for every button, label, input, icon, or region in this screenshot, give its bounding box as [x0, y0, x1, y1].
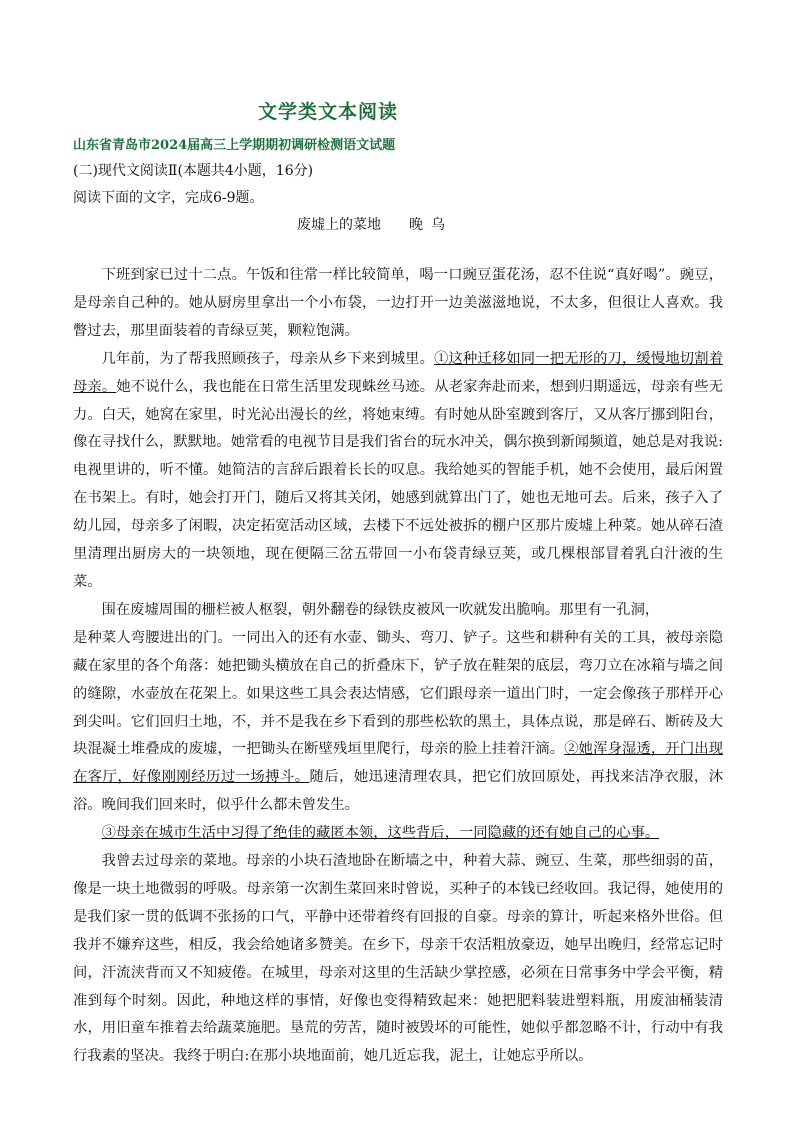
story-body [73, 262, 723, 1071]
paragraph-2-rest: 她不说什么，我也能在日常生活里发现蛛丝马迹。从老家奔赴而来，想到归期遥远，母亲有些无力。白天，她窝在家里，时光沁出漫长的丝，将她束缚。有时她从卧室踱到客厅，又从客厅挪到阳台，像在寻找什么，默默地。她常看的电视节目是我们省台的玩水冲关，偶尔换到新闻频道，她总是对我说:电视里讲的，听不懂。她简洁的言辞后跟着长长的叹息。我给她买的智能手机，她不会使用，最后闲置在书架上。有时，她会打开门，随后又将其关闭，她感到就算出门了，她也无地可去。后来，孩子入了幼儿园，母亲多了闲暇，决定拓宽活动区域，去楼下不远处被拆的棚户区那片废墟上种菜。她从碎石渣里清理出厨房大的一块领地，现在便隔三岔五带回一小布袋青绿豆荚，或几棵根部冒着乳白汁液的生菜。 [73, 378, 723, 590]
story-heading [297, 214, 453, 234]
paragraph-5: 我曾去过母亲的菜地。母亲的小块石渣地卧在断墙之中，种着大蒜、豌豆、生菜，那些细弱的苗，像是一块土地微弱的呼吸。母亲第一次割生菜回来时曾说，买种子的本钱已经收回。我记得，她使用的是我们家一贯的低调不张扬的口气，平静中还带着终有回报的自豪。母亲的算计，听起来格外世俗。但我并不嫌弃这些，相反，我会给她诸多赞美。在乡下，母亲干农活粗放豪迈，她早出晚归，经常忘记时间，汗流浃背而又不知疲倦。在城里，母亲对这里的生活缺少掌控感，必须在日常事务中学会平衡，精准到每个时刻。因此，种地这样的事情，好像也变得精致起来：她把肥料装进塑料瓶，用废油桶装清水，用旧童车推着去给蔬菜施肥。垦荒的劳苦，随时被毁坏的可能性，她似乎都忽略不计，行动中有我行我素的坚决。我终于明白:在那小块地面前，她几近忘我，泥土，让她忘乎所以。 [73, 853, 723, 1065]
paragraph-3 [73, 625, 723, 820]
section-info: (二)现代文阅读Ⅱ(本题共4小题，16分) [73, 163, 314, 179]
story-author: 晚乌 [409, 217, 453, 233]
paragraph-4 [73, 820, 723, 848]
paragraph-3-body: 是种菜人弯腰进出的门。一同出入的还有水壶、锄头、弯刀、铲子。这些和耕种有关的工具，被母亲隐藏在家里的各个角落：她把锄头横放在自己的折叠床下，铲子放在鞋架的底层，弯刀立在冰箱与墙之间的缝隙，水壶放在花架上。如果这些工具会表达情感，它们跟母亲一道出门时，一定会像孩子那样开心到尖叫。它们回归土地，不，并不是我在乡下看到的那些松软的黑土，具体点说，那是碎石、断砖及大块混凝土堆叠成的废墟，一把锄头在断壁残垣里爬行，母亲的脸上挂着汗滴。 [73, 629, 723, 758]
section-title: 文学类文本阅读 [258, 101, 399, 123]
underlined-sentence-3: ③母亲在城市生活中习得了绝佳的藏匿本领，这些背后，一同隐藏的还有她自己的心事。 [101, 825, 660, 842]
underlined-sentence-1: ①这种迁移如同一把无形的刀，缓慢地切割着母亲。 [73, 350, 724, 395]
paragraph-3-end: 随后，她迅速清理农具，把它们放回原处，再找来洁净衣服，沐浴。晚间我们回来时，似乎什么都未曾发生。 [73, 769, 724, 814]
story-title: 废墟上的菜地 [297, 217, 381, 233]
paragraph-2-lead: 几年前，为了帮我照顾孩子，母亲从乡下来到城里。 [101, 350, 435, 367]
paragraph-1: 下班到家已过十二点。午饭和往常一样比较简单，喝一口豌豆蛋花汤，忍不住说“真好喝”。豌豆，是母亲自己种的。她从厨房里拿出一个小布袋，一边打开一边美滋滋地说，不太多，但很让人喜欢。我瞥过去，那里面装着的青绿豆荚，颗粒饱满。 [73, 267, 723, 339]
paragraph-2 [73, 346, 723, 597]
exam-source: 山东省青岛市2024届高三上学期期初调研检测语文试题 [73, 138, 396, 153]
reading-instruction: 阅读下面的文字，完成6-9题。 [73, 190, 264, 206]
paragraph-3-lead: 围在废墟周围的栅栏被人枢裂，朝外翻卷的绿铁皮被风一吹就发出脆响。那里有一孔洞， [101, 601, 660, 618]
underlined-sentence-2: ②她浑身湿透，开门出现在客厅，好像刚刚经历过一场搏斗。 [73, 741, 724, 786]
